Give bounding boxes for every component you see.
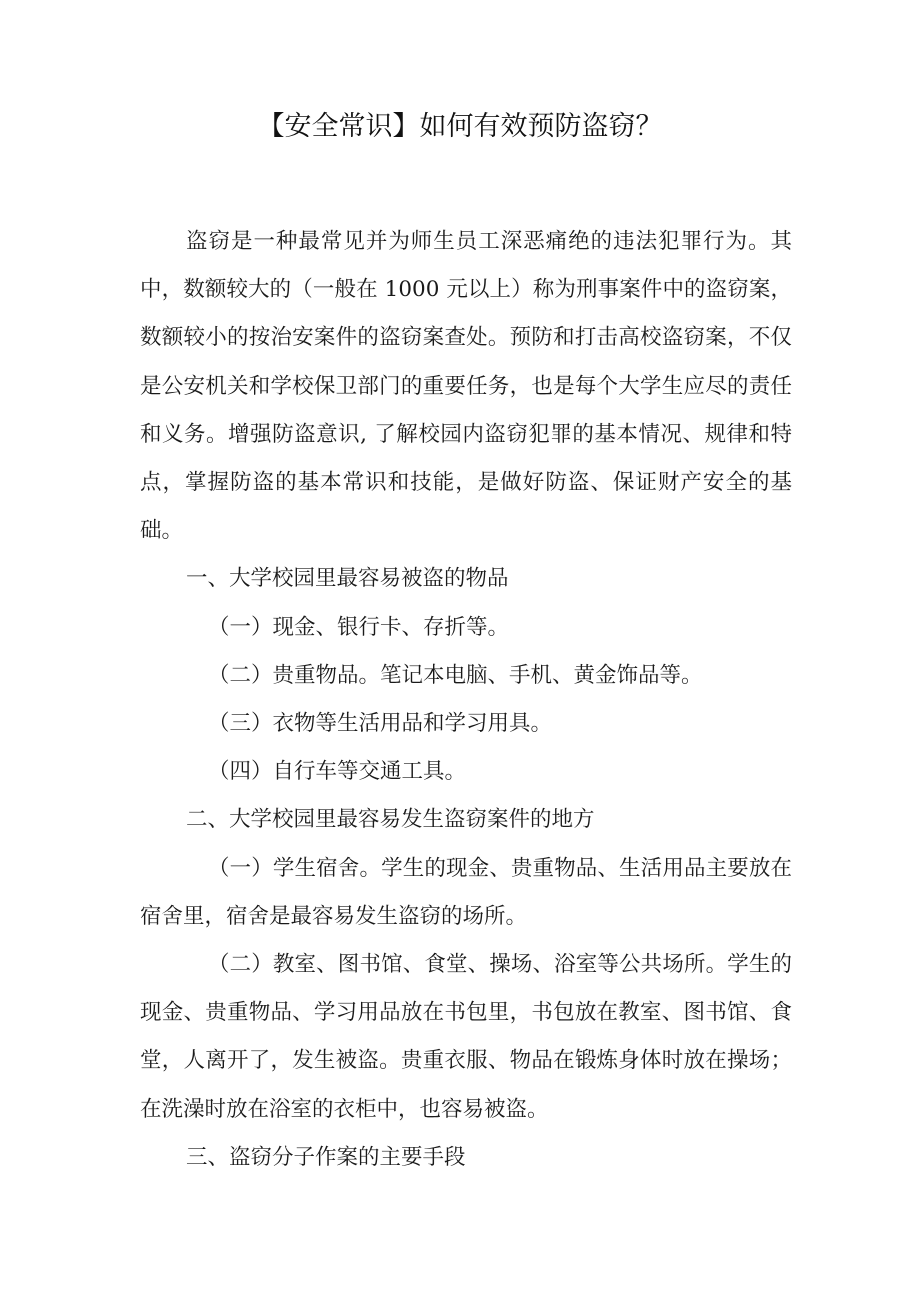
intro-paragraph: 盗窃是一种最常见并为师生员工深恶痛绝的违法犯罪行为。其中，数额较大的（一般在 1000 元以上）称为刑事案件中的盗窃案，数额较小的按治安案件的盗窃案查处。预防和打击高校盗窃案，不仅是公安机关和学校保卫部门的重要任务，也是每个大学生应尽的责任和义务。增强防盗意识, 了解校园内盗窃犯罪的基本情况、规律和特点，掌握防盗的基本常识和技能，是做好防盗、保证财产安全的基础。 bbox=[140, 229, 792, 544]
list-item: （三）衣物等生活用品和学习用具。 bbox=[208, 711, 553, 737]
list-item: （二）贵重物品。笔记本电脑、手机、黄金饰品等。 bbox=[208, 662, 703, 688]
section-heading-3: 三、盗窃分子作案的主要手段 bbox=[186, 1144, 466, 1170]
list-item: （四）自行车等交通工具。 bbox=[208, 759, 467, 785]
document-body bbox=[140, 218, 792, 1182]
page-title: 【安全常识】如何有效预防盗窃？ bbox=[257, 111, 663, 142]
section-heading-1: 一、大学校园里最容易被盗的物品 bbox=[186, 566, 509, 592]
list-item: （一）现金、银行卡、存折等。 bbox=[208, 614, 510, 640]
list-item: （一）学生宿舍。学生的现金、贵重物品、生活用品主要放在宿舍里，宿舍是最容易发生盗窃的场所。 bbox=[140, 855, 792, 929]
section-heading-2: 二、大学校园里最容易发生盗窃案件的地方 bbox=[186, 807, 595, 833]
list-item: （二）教室、图书馆、食堂、操场、浴室等公共场所。学生的现金、贵重物品、学习用品放在书包里，书包放在教室、图书馆、食堂，人离开了，发生被盗。贵重衣服、物品在锻炼身体时放在操场；在洗澡时放在浴室的衣柜中，也容易被盗。 bbox=[140, 952, 792, 1122]
